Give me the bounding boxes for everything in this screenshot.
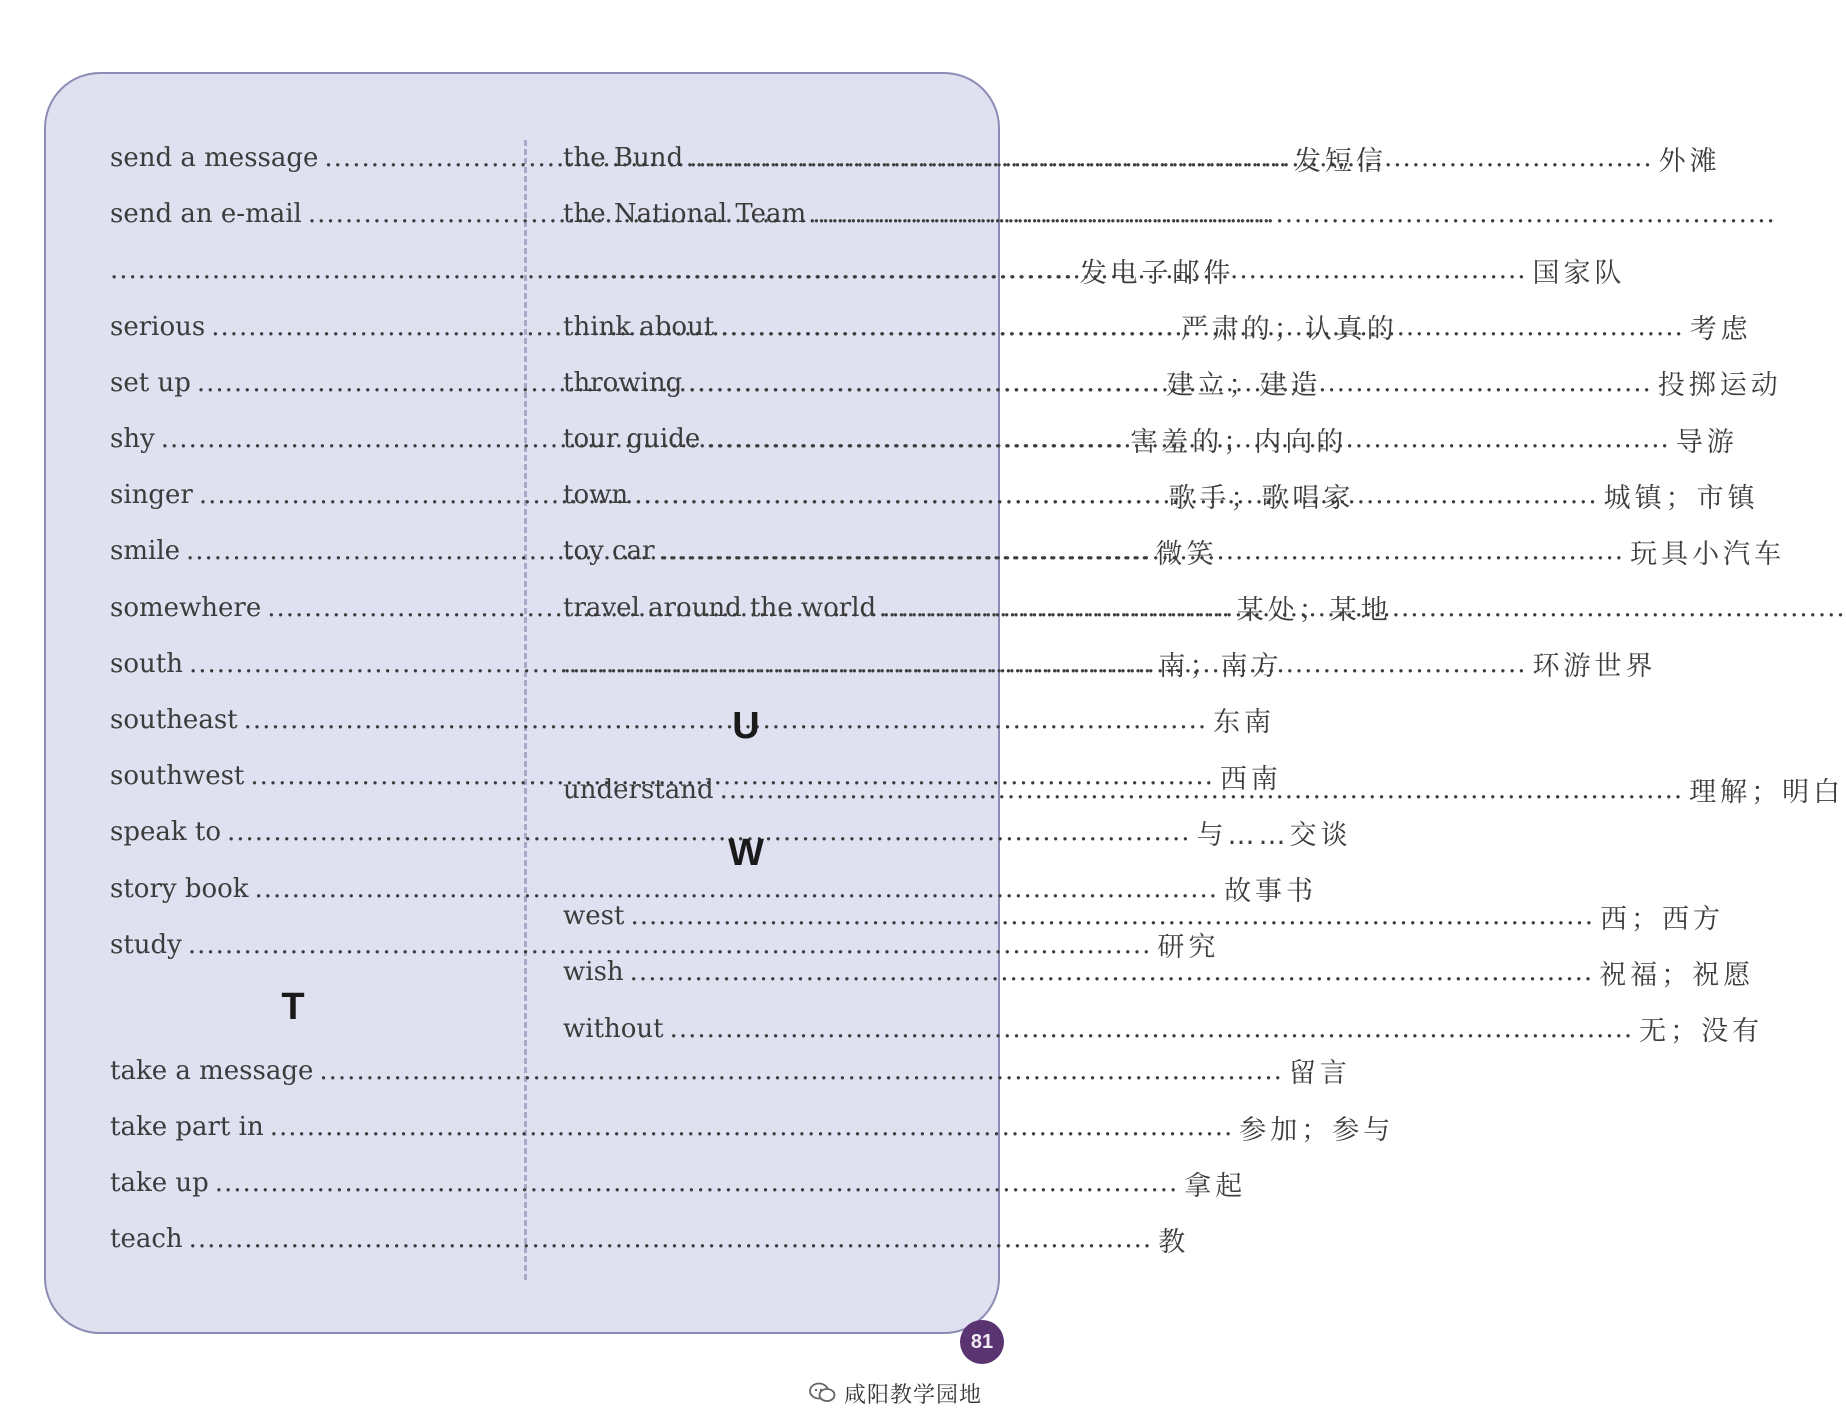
leader-dots	[215, 1168, 1179, 1198]
chinese-meaning: 微笑	[1155, 538, 1218, 570]
chinese-meaning: 教	[1158, 1226, 1190, 1258]
english-term: story book	[110, 873, 249, 904]
section-letter: T	[281, 986, 305, 1029]
chinese-meaning: 歌手；歌唱家	[1168, 482, 1355, 514]
vocab-entry	[110, 636, 1283, 692]
chinese-meaning: 国家队	[1532, 257, 1626, 289]
chinese-meaning: 理解；明白	[1689, 777, 1845, 809]
leader-dots	[882, 593, 1846, 623]
english-term: take up	[110, 1168, 209, 1199]
english-term: send an e-mail	[110, 199, 302, 230]
english-term: wish	[563, 957, 624, 988]
chinese-meaning: 投掷运动	[1657, 370, 1782, 402]
vocab-entry	[110, 692, 1276, 748]
english-term: south	[110, 648, 183, 679]
english-term: southeast	[110, 704, 238, 735]
leader-dots	[720, 775, 1684, 805]
leader-dots	[319, 1056, 1283, 1086]
leader-dots	[688, 368, 1652, 398]
chinese-meaning: 祝福；祝愿	[1599, 959, 1755, 991]
chinese-meaning: 考虑	[1689, 314, 1752, 346]
watermark-text: 咸阳教学园地	[844, 1382, 983, 1408]
english-term: send a message	[110, 143, 319, 174]
leader-dots	[689, 143, 1653, 173]
chinese-meaning: 环游世界	[1532, 651, 1657, 683]
english-term: teach	[110, 1224, 183, 1255]
chinese-meaning: 外滩	[1658, 145, 1721, 177]
chinese-meaning: 南；南方	[1158, 651, 1283, 683]
leader-dots	[720, 312, 1684, 342]
chinese-meaning: 西南	[1219, 763, 1282, 795]
english-term: somewhere	[110, 592, 262, 623]
english-term: tour guide	[563, 424, 701, 455]
english-term: speak to	[110, 817, 221, 848]
vocab-entry	[563, 580, 929, 636]
chinese-meaning: 西；西方	[1599, 903, 1724, 935]
chinese-meaning: 城镇；市镇	[1603, 482, 1759, 514]
chinese-meaning: 某处；某地	[1236, 595, 1392, 627]
leader-dots	[670, 1014, 1634, 1044]
leader-dots	[706, 424, 1670, 454]
english-term: without	[563, 1013, 664, 1044]
vocab-entry	[110, 1155, 1247, 1211]
vocab-entry	[110, 1211, 1190, 1267]
chinese-meaning: 玩具小汽车	[1630, 538, 1786, 570]
english-term: serious	[110, 311, 206, 342]
leader-dots	[630, 957, 1594, 987]
vocab-entry	[110, 860, 1318, 916]
english-term: southwest	[110, 761, 245, 792]
leader-dots	[563, 255, 1527, 285]
chinese-meaning: 发电子邮件	[1079, 257, 1235, 289]
page-number-badge	[960, 1320, 1004, 1364]
english-term: smile	[110, 536, 181, 567]
chinese-meaning: 发短信	[1293, 145, 1387, 177]
vocab-entry	[563, 1000, 1764, 1056]
chinese-meaning: 无；没有	[1639, 1016, 1764, 1048]
watermark	[808, 1375, 982, 1411]
english-term: shy	[110, 424, 155, 455]
chinese-meaning: 参加；参与	[1239, 1114, 1395, 1146]
english-term: understand	[563, 774, 714, 805]
vocab-entry	[110, 242, 1235, 298]
chinese-meaning: 建立；建造	[1166, 370, 1322, 402]
english-term: the Bund	[563, 143, 684, 174]
chinese-meaning: 留言	[1288, 1058, 1351, 1090]
chinese-meaning: 害羞的；内向的	[1130, 426, 1348, 458]
leader-dots	[661, 536, 1625, 566]
chinese-meaning: 严肃的；认真的	[1180, 314, 1398, 346]
english-term: the National Team	[563, 199, 807, 230]
english-term: take a message	[110, 1055, 314, 1086]
english-term: think about	[563, 311, 715, 342]
english-term: toy car	[563, 536, 655, 567]
english-term: take part in	[110, 1112, 264, 1143]
english-term: west	[563, 901, 625, 932]
english-term: travel around the world	[563, 592, 877, 623]
english-term: set up	[110, 367, 191, 398]
vocab-entry	[110, 186, 476, 242]
chat-bubble-icon	[808, 1381, 836, 1405]
vocab-entry	[563, 186, 929, 242]
english-term: singer	[110, 480, 193, 511]
english-term: town	[563, 480, 629, 511]
chinese-meaning: 故事书	[1224, 876, 1318, 908]
vocab-entry	[110, 1099, 1395, 1155]
leader-dots	[634, 480, 1598, 510]
english-term: throwing	[563, 367, 683, 398]
english-term: study	[110, 929, 182, 960]
chinese-meaning: 东南	[1213, 707, 1276, 739]
leader-dots	[812, 199, 1776, 229]
leader-dots	[270, 1112, 1234, 1142]
vocab-entry	[110, 804, 1352, 860]
section-letter: W	[728, 831, 764, 874]
leader-dots	[630, 901, 1594, 931]
leader-dots	[563, 649, 1527, 679]
leader-dots	[189, 1224, 1153, 1254]
chinese-meaning: 研究	[1157, 932, 1220, 964]
chinese-meaning: 与……交谈	[1196, 819, 1352, 851]
section-letter: U	[732, 705, 760, 748]
page-number: 81	[970, 1330, 994, 1353]
chinese-meaning: 导游	[1675, 426, 1738, 458]
vocab-entry	[110, 1043, 1351, 1099]
chinese-meaning: 拿起	[1184, 1170, 1247, 1202]
